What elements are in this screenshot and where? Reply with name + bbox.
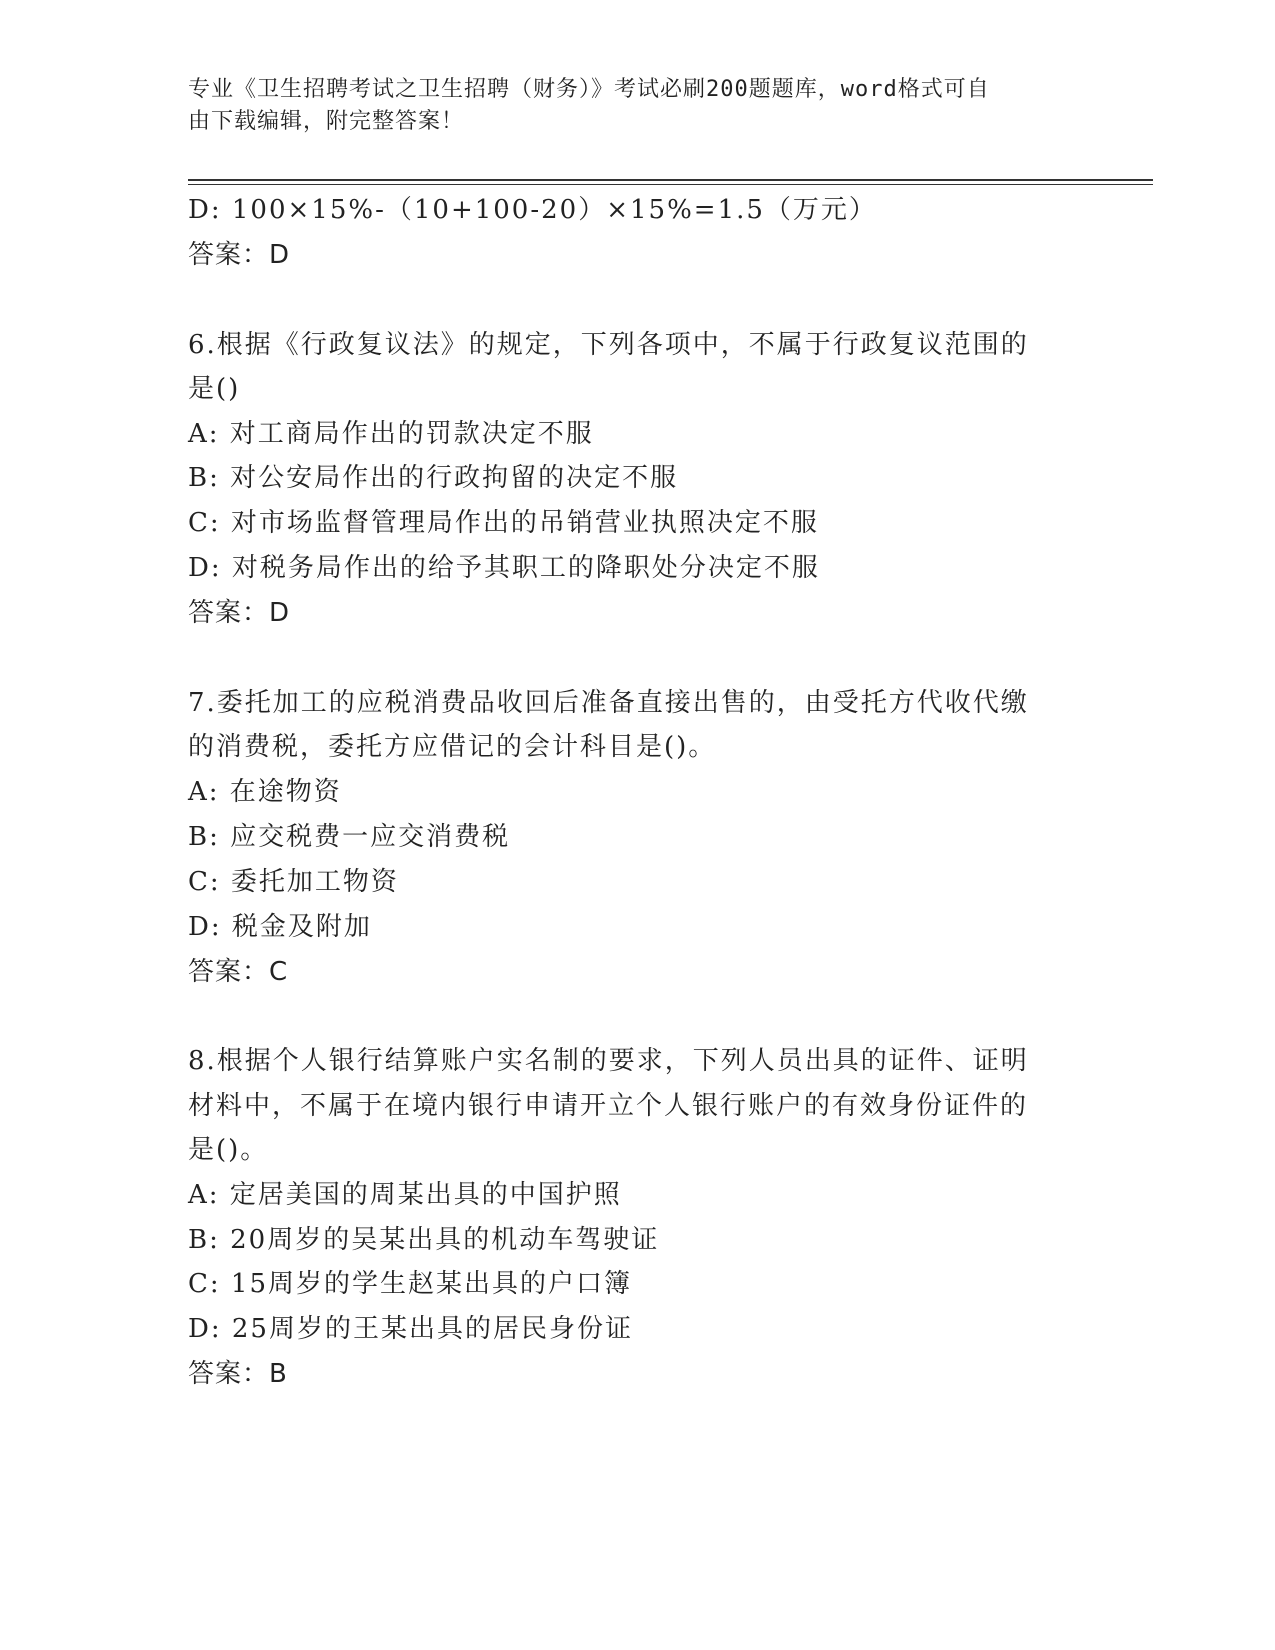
- q8-stem-line-1: 8.根据个人银行结算账户实名制的要求，下列人员出具的证件、证明: [188, 1046, 1029, 1076]
- q8-option-b: B: 20周岁的吴某出具的机动车驾驶证: [188, 1225, 660, 1255]
- q8-option-c: C: 15周岁的学生赵某出具的户口簿: [188, 1269, 633, 1299]
- prev-option-d: D: 100×15%-（10+100-20）×15%=1.5（万元）: [188, 195, 877, 225]
- q7-option-c: C: 委托加工物资: [188, 867, 399, 897]
- header-line-2: 由下载编辑，附完整答案！: [188, 109, 465, 134]
- q7-option-d: D: 税金及附加: [188, 912, 372, 942]
- q7-stem-line-1: 7.委托加工的应税消费品收回后准备直接出售的，由受托方代收代缴: [188, 688, 1029, 718]
- q8-stem-line-2: 材料中，不属于在境内银行申请开立个人银行账户的有效身份证件的: [188, 1091, 1029, 1121]
- q8-option-a: A: 定居美国的周某出具的中国护照: [188, 1180, 622, 1210]
- document-header: [188, 74, 1068, 138]
- q8-option-d: D: 25周岁的王某出具的居民身份证: [188, 1314, 633, 1344]
- q7-option-a: A: 在途物资: [188, 777, 342, 807]
- q7-option-b: B: 应交税费一应交消费税: [188, 822, 511, 852]
- header-divider-thick: [188, 179, 1153, 181]
- q7-stem-line-2: 的消费税，委托方应借记的会计科目是()。: [188, 732, 717, 762]
- q8-stem-line-3: 是()。: [188, 1135, 269, 1165]
- q6-option-b: B: 对公安局作出的行政拘留的决定不服: [188, 463, 679, 493]
- q6-option-a: A: 对工商局作出的罚款决定不服: [188, 419, 594, 449]
- header-divider-thin: [188, 184, 1153, 185]
- q6-option-c: C: 对市场监督管理局作出的吊销营业执照决定不服: [188, 508, 819, 538]
- q7-answer: 答案：C: [188, 957, 289, 987]
- header-line-1: 专业《卫生招聘考试之卫生招聘（财务）》考试必刷200题题库，word格式可自: [188, 77, 990, 102]
- prev-answer: 答案：D: [188, 240, 291, 270]
- q6-answer: 答案：D: [188, 598, 291, 628]
- q6-option-d: D: 对税务局作出的给予其职工的降职处分决定不服: [188, 553, 820, 583]
- q6-stem-line-2: 是(): [188, 374, 241, 404]
- q6-stem-line-1: 6.根据《行政复议法》的规定，下列各项中，不属于行政复议范围的: [188, 330, 1029, 360]
- q8-answer: 答案：B: [188, 1359, 288, 1389]
